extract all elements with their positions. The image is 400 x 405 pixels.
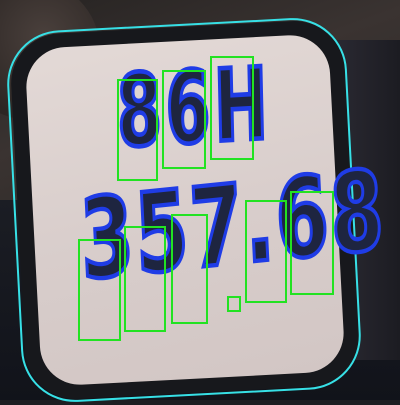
detection-box [210, 56, 254, 160]
plate-line-bottom: 357.68 [77, 144, 389, 305]
detection-box [227, 296, 241, 312]
detection-box [245, 200, 287, 303]
detection-box [117, 79, 158, 181]
detection-box [78, 239, 121, 341]
detection-box [171, 214, 208, 324]
detection-box [162, 70, 206, 169]
detection-box [290, 191, 334, 295]
plate-line-top: 86H [115, 47, 273, 171]
detection-box [124, 226, 166, 332]
